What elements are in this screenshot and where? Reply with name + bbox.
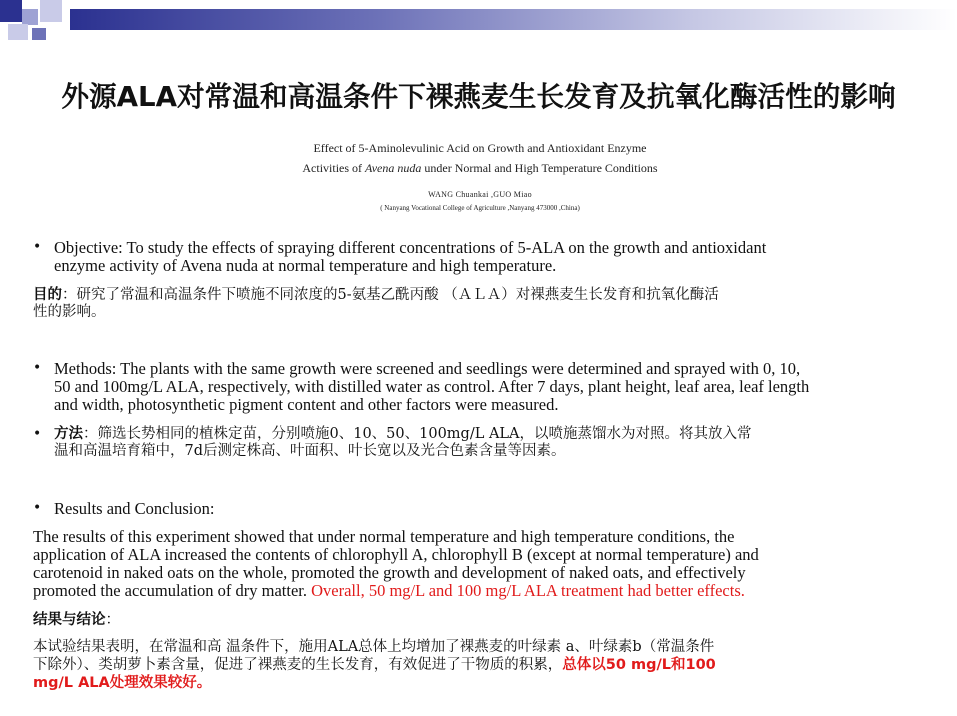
results-cn-highlight: 总体以50 mg/L和100: [562, 657, 716, 673]
objective-cn-label: 目的: [33, 287, 62, 303]
results-en-line2: application of ALA increased the contents of chlorophyll A, chlorophyll B (except at normal temperature) and: [33, 545, 759, 564]
decor-square: [0, 0, 22, 22]
results-en-highlight: Overall, 50 mg/L and 100 mg/L ALA treatment had better effects.: [311, 581, 745, 600]
methods-cn-label: 方法: [54, 426, 83, 442]
methods-cn-line2: 温和高温培育箱中，7d后测定株高、叶面积、叶长宽以及光合色素含量等因素。: [54, 443, 566, 459]
bullet-icon: •: [33, 239, 42, 255]
objective-cn-line2: 性的影响。: [33, 304, 106, 320]
results-cn-label: 结果与结论：: [33, 612, 120, 628]
results-heading: Results and Conclusion:: [54, 499, 215, 518]
results-cn-line1: 本试验结果表明，在常温和高 温条件下，施用ALA总体上均增加了裸燕麦的叶绿素 a、叶绿素b（常温条件: [33, 639, 715, 655]
methods-en-line3: and width, photosynthetic pigment content and other factors were measured.: [54, 395, 559, 414]
methods-en-line2: 50 and 100mg/L ALA, respectively, with distilled water as control. After 7 days, plant height, leaf area, leaf length: [54, 377, 810, 396]
paper-title-line1: Effect of 5-Aminolevulinic Acid on Growth and Antioxidant Enzyme: [313, 141, 647, 155]
results-cn-highlight-line3: mg/L ALA处理效果较好。: [33, 675, 212, 691]
decor-square: [8, 24, 28, 40]
results-en-line3: carotenoid in naked oats on the whole, promoted the growth and development of naked oats, and effectively: [33, 563, 746, 582]
bullet-icon: •: [33, 426, 42, 442]
decor-square: [40, 0, 62, 22]
paper-affiliation: ( Nanyang Vocational College of Agriculture ,Nanyang 473000 ,China): [380, 204, 580, 212]
objective-cn: 目的：研究了常温和高温条件下喷施不同浓度的5-氨基乙酰丙酸 （ＡＬＡ）对裸燕麦生长发育和抗氧化酶活: [33, 287, 719, 303]
decor-square: [32, 28, 46, 40]
results-en-line1: The results of this experiment showed that under normal temperature and high temperature conditions, the: [33, 527, 735, 546]
bullet-icon: •: [33, 500, 42, 516]
results-en-line4: promoted the accumulation of dry matter. Overall, 50 mg/L and 100 mg/L ALA treatment had better effects.: [33, 581, 745, 600]
decorative-header: [0, 0, 957, 40]
methods-en-line1: Methods: The plants with the same growth were screened and seedlings were determined and sprayed with 0, 10,: [54, 359, 801, 378]
results-cn-line2: 下除外）、类胡萝卜素含量，促进了裸燕麦的生长发育，有效促进了干物质的积累，总体以50 mg/L和100: [33, 657, 716, 673]
slide-title: 外源ALA对常温和高温条件下裸燕麦生长发育及抗氧化酶活性的影响: [61, 80, 896, 113]
objective-en-line2: enzyme activity of Avena nuda at normal temperature and high temperature.: [54, 256, 557, 275]
paper-title-line2: Activities of Avena nuda under Normal and High Temperature Conditions: [302, 161, 658, 175]
paper-authors: WANG Chuankai ,GUO Miao: [428, 190, 532, 199]
header-gradient-bar: [70, 9, 957, 30]
decor-square: [22, 9, 38, 25]
bullet-icon: •: [33, 360, 42, 376]
methods-cn: 方法：筛选长势相同的植株定苗，分别喷施0、10、50、100mg/L ALA，以喷施蒸馏水为对照。将其放入常: [54, 426, 752, 442]
objective-en-line1: Objective: To study the effects of spraying different concentrations of 5-ALA on the growth and antioxidant: [54, 238, 767, 257]
